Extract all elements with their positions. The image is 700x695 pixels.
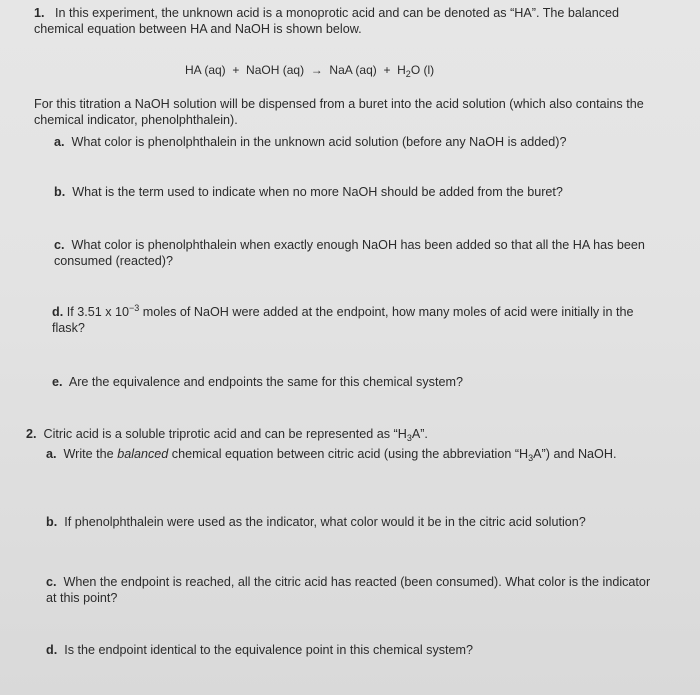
q2c-text-line1: When the endpoint is reached, all the citric acid has reacted (been consumed). What color is the indicator: [63, 575, 651, 589]
q1b: b. What is the term used to indicate when no more NaOH should be added from the buret?: [54, 185, 563, 199]
q1-intro-line1: In this experiment, the unknown acid is a monoprotic acid and can be denoted as “HA”. The balanced: [55, 6, 620, 20]
q1d-text-line2: flask?: [52, 321, 85, 335]
eq-reactant-ha: HA (aq): [185, 63, 226, 77]
q2b: b. If phenolphthalein were used as the indicator, what color would it be in the citric acid solution?: [46, 515, 586, 529]
q1c-text-line2: consumed (reacted)?: [54, 254, 174, 268]
q1e: e. Are the equivalence and endpoints the same for this chemical system?: [52, 375, 463, 389]
q1d: d. If 3.51 x $10^{-3}$ moles of NaOH were added at the endpoint, how many moles of acid were initially in the: [52, 303, 634, 319]
q2d: d. Is the endpoint identical to the equivalence point in this chemical system?: [46, 643, 474, 657]
q1e-text: Are the equivalence and endpoints the same for this chemical system?: [68, 375, 463, 389]
q2a-emphasis: balanced: [117, 447, 169, 461]
q1a: a. What color is phenolphthalein in the unknown acid solution (before any NaOH is added)?: [54, 135, 567, 149]
q1-context-line2: chemical indicator, phenolphthalein).: [34, 113, 238, 127]
q2-number: 2.: [26, 427, 37, 441]
eq-reactant-naoh: NaOH (aq): [246, 63, 305, 77]
eq-plus-2: +: [383, 63, 391, 77]
eq-product-naa: NaA (aq): [329, 63, 377, 77]
q1-equation: [185, 62, 434, 79]
q2a: a. Write the balanced chemical equation between citric acid (using the abbreviation “$H_3A$”) and NaOH.: [46, 447, 617, 463]
q1d-text-post: moles of NaOH were added at the endpoint, how many moles of acid were initially in the: [139, 305, 634, 319]
eq-arrow-icon: →: [310, 63, 323, 77]
q2d-text: Is the endpoint identical to the equivalence point in this chemical system?: [64, 643, 474, 657]
eq-product-water: $H_2O$ (l): [397, 63, 435, 79]
q1b-text: What is the term used to indicate when no more NaOH should be added from the buret?: [72, 185, 563, 199]
q1c: c. What color is phenolphthalein when exactly enough NaOH has been added so that all the HA has been: [54, 238, 645, 252]
q2c-text-line2: at this point?: [46, 591, 118, 605]
q2-intro: 2. Citric acid is a soluble triprotic acid and can be represented as “$H_3A$”.: [26, 427, 428, 443]
q1c-text-line1: What color is phenolphthalein when exactly enough NaOH has been added so that all the HA has been: [71, 238, 645, 252]
eq-plus-1: +: [232, 63, 240, 77]
q1-context-line1: For this titration a NaOH solution will be dispensed from a buret into the acid solution (which also contains the: [34, 97, 644, 111]
q1d-text-pre: If 3.51 x 10: [66, 305, 130, 319]
q1d-exponent: −3: [129, 303, 140, 313]
q1a-text: What color is phenolphthalein in the unknown acid solution (before any NaOH is added)?: [71, 135, 567, 149]
q1-number: 1.: [34, 6, 45, 20]
q1-intro: [34, 5, 619, 21]
q2b-text: If phenolphthalein were used as the indicator, what color would it be in the citric acid solution?: [64, 515, 586, 529]
q1-intro-line2: chemical equation between HA and NaOH is shown below.: [34, 22, 362, 36]
q2c: c. When the endpoint is reached, all the citric acid has reacted (been consumed). What color is the indicator: [46, 575, 651, 589]
